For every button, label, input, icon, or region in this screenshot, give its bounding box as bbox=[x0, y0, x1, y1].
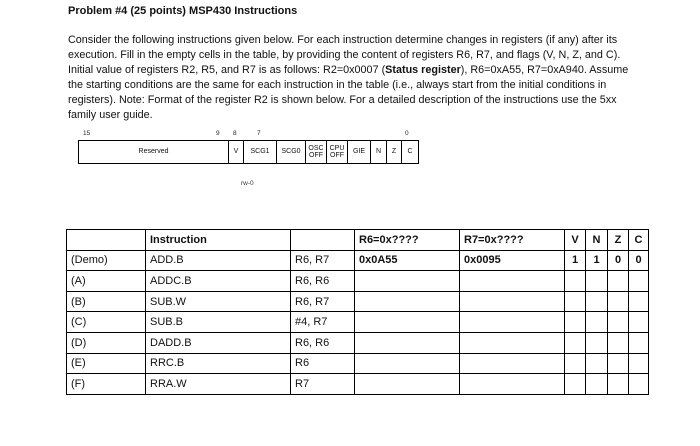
row-n-input[interactable] bbox=[586, 374, 608, 395]
row-operands: R6, R6 bbox=[291, 271, 355, 292]
row-z-input[interactable] bbox=[608, 291, 629, 312]
row-n-input[interactable] bbox=[586, 332, 608, 353]
row-n-input[interactable] bbox=[586, 353, 608, 374]
field-scg1: SCG1 bbox=[243, 141, 276, 163]
header-instruction: Instruction bbox=[146, 230, 291, 251]
row-operands: R6, R7 bbox=[291, 291, 355, 312]
header-v: V bbox=[565, 230, 586, 251]
row-v: 1 bbox=[565, 250, 586, 271]
row-r7-input[interactable] bbox=[460, 374, 565, 395]
row-op: SUB.B bbox=[146, 312, 291, 333]
row-z-input[interactable] bbox=[608, 312, 629, 333]
description-bold-text: Status register bbox=[385, 63, 461, 76]
header-n: N bbox=[586, 230, 608, 251]
table-header-row bbox=[67, 230, 649, 251]
row-z-input[interactable] bbox=[608, 271, 629, 292]
field-oscoff: OSC OFF bbox=[305, 141, 326, 163]
table-row bbox=[67, 291, 649, 312]
table-row bbox=[67, 374, 649, 395]
row-n-input[interactable] bbox=[586, 312, 608, 333]
header-r7: R7=0x???? bbox=[460, 230, 565, 251]
row-c-input[interactable] bbox=[629, 374, 649, 395]
bit-label-7: 7 bbox=[257, 130, 261, 137]
row-label: (B) bbox=[67, 291, 146, 312]
row-c-input[interactable] bbox=[629, 291, 649, 312]
row-r7: 0x0095 bbox=[460, 250, 565, 271]
row-operands: R6, R6 bbox=[291, 332, 355, 353]
row-z-input[interactable] bbox=[608, 374, 629, 395]
row-operands: #4, R7 bbox=[291, 312, 355, 333]
bit-label-8: 8 bbox=[233, 130, 237, 137]
field-cpuoff: CPU OFF bbox=[326, 141, 347, 163]
field-gie: GIE bbox=[347, 141, 370, 163]
row-n-input[interactable] bbox=[586, 271, 608, 292]
row-operands: R6, R7 bbox=[291, 250, 355, 271]
row-r7-input[interactable] bbox=[460, 271, 565, 292]
row-c-input[interactable] bbox=[629, 312, 649, 333]
problem-description bbox=[68, 33, 643, 122]
row-r6-input[interactable] bbox=[355, 332, 460, 353]
row-r7-input[interactable] bbox=[460, 332, 565, 353]
register-box bbox=[78, 140, 419, 164]
row-z-input[interactable] bbox=[608, 332, 629, 353]
row-operands: R6 bbox=[291, 353, 355, 374]
row-op: ADDC.B bbox=[146, 271, 291, 292]
table-row bbox=[67, 332, 649, 353]
field-scg0: SCG0 bbox=[276, 141, 305, 163]
field-v: V bbox=[228, 141, 243, 163]
bit-label-15: 15 bbox=[83, 130, 91, 137]
description-text-2: ), R6=0xA55, R7=0xA940. Assume the starting conditions are the same for each instruction in the table (i.e., always start from the initial conditions in registers). Note: Format of the register R2 is shown below. For a detailed description of the instructions use the 5xx family user guide. bbox=[68, 63, 629, 121]
reset-label: rw-0 bbox=[241, 180, 254, 187]
row-operands: R7 bbox=[291, 374, 355, 395]
row-label: (C) bbox=[67, 312, 146, 333]
field-reserved: Reserved bbox=[138, 148, 169, 156]
row-v-input[interactable] bbox=[565, 271, 586, 292]
row-v-input[interactable] bbox=[565, 312, 586, 333]
table-row bbox=[67, 312, 649, 333]
row-r6-input[interactable] bbox=[355, 353, 460, 374]
header-r6: R6=0x???? bbox=[355, 230, 460, 251]
row-z: 0 bbox=[608, 250, 629, 271]
header-c: C bbox=[629, 230, 649, 251]
row-c: 0 bbox=[629, 250, 649, 271]
row-z-input[interactable] bbox=[608, 353, 629, 374]
problem-title: Problem #4 (25 points) MSP430 Instructions bbox=[68, 5, 298, 17]
table-row bbox=[67, 353, 649, 374]
header-z: Z bbox=[608, 230, 629, 251]
row-n-input[interactable] bbox=[586, 291, 608, 312]
row-label: (D) bbox=[67, 332, 146, 353]
row-r7-input[interactable] bbox=[460, 353, 565, 374]
field-z: Z bbox=[386, 141, 401, 163]
row-c-input[interactable] bbox=[629, 271, 649, 292]
row-c-input[interactable] bbox=[629, 332, 649, 353]
row-r6-input[interactable] bbox=[355, 312, 460, 333]
row-label: (F) bbox=[67, 374, 146, 395]
row-c-input[interactable] bbox=[629, 353, 649, 374]
row-v-input[interactable] bbox=[565, 291, 586, 312]
row-r7-input[interactable] bbox=[460, 291, 565, 312]
row-op: DADD.B bbox=[146, 332, 291, 353]
row-op: SUB.W bbox=[146, 291, 291, 312]
row-op: RRA.W bbox=[146, 374, 291, 395]
header-blank bbox=[67, 230, 146, 251]
row-label: (A) bbox=[67, 271, 146, 292]
row-r6-input[interactable] bbox=[355, 291, 460, 312]
row-v-input[interactable] bbox=[565, 332, 586, 353]
row-label: (Demo) bbox=[67, 250, 146, 271]
description-text-1: Consider the following instructions given below. For each instruction determine changes in registers (if any) after its execution. Fill in the empty cells in the table, by providing the content of registers R6, R7, and flags (V, N, Z, and C). Initial value of registers R2, R5, and R7 is as follows: R2=0x0007 ( bbox=[68, 34, 621, 76]
row-label: (E) bbox=[67, 353, 146, 374]
row-r6-input[interactable] bbox=[355, 374, 460, 395]
row-r7-input[interactable] bbox=[460, 312, 565, 333]
row-op: ADD.B bbox=[146, 250, 291, 271]
header-blank-2 bbox=[291, 230, 355, 251]
row-v-input[interactable] bbox=[565, 353, 586, 374]
row-v-input[interactable] bbox=[565, 374, 586, 395]
table-row bbox=[67, 271, 649, 292]
field-n: N bbox=[370, 141, 386, 163]
bit-label-0: 0 bbox=[405, 130, 409, 137]
bit-label-9: 9 bbox=[216, 130, 220, 137]
row-r6: 0x0A55 bbox=[355, 250, 460, 271]
table-row bbox=[67, 250, 649, 271]
row-r6-input[interactable] bbox=[355, 271, 460, 292]
row-op: RRC.B bbox=[146, 353, 291, 374]
instruction-table bbox=[66, 229, 649, 395]
row-n: 1 bbox=[586, 250, 608, 271]
field-c: C bbox=[401, 141, 418, 163]
